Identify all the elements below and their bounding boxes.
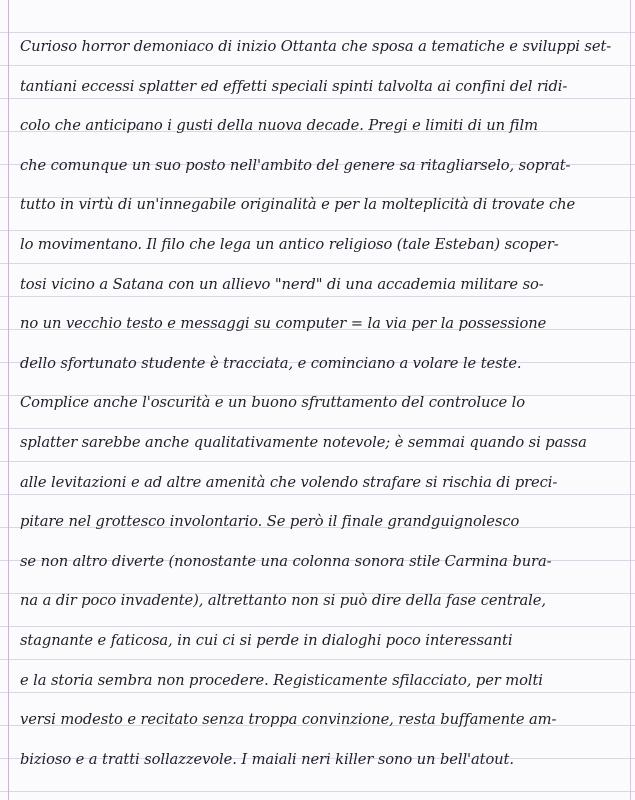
text-line: colo che anticipano i gusti della nuova decade. Pregi e limiti di un film — [20, 117, 538, 135]
text-line: versi modesto e recitato senza troppa convinzione, resta buffamente am- — [20, 711, 557, 729]
text-line: dello sfortunato studente è tracciata, e cominciano a volare le teste. — [20, 354, 522, 372]
text-line: Curioso horror demoniaco di inizio Ottanta che sposa a tematiche e sviluppi set- — [20, 38, 612, 55]
text-line: tutto in virtù di un'innegabile originalità e per la molteplicità di trovate che — [20, 196, 576, 214]
right-margin-line — [630, 0, 631, 800]
text-line: tantiani eccessi splatter ed effetti speciali spinti talvolta ai confini del ridi- — [20, 77, 568, 95]
text-line: Complice anche l'oscurità e un buono sfruttamento del controluce lo — [20, 394, 525, 412]
text-line: lo movimentano. Il filo che lega un antico religioso (tale Esteban) scoper- — [20, 235, 559, 253]
text-line: no un vecchio testo e messaggi su computer = la via per la possessione — [20, 315, 547, 333]
text-line: che comunque un suo posto nell'ambito del genere sa ritagliarselo, soprat- — [20, 156, 571, 174]
left-margin-line — [8, 0, 9, 800]
text-line: alle levitazioni e ad altre amenità che volendo strafare si rischia di preci- — [20, 473, 558, 491]
handwritten-review-text — [20, 34, 612, 786]
text-line: se non altro diverte (nonostante una colonna sonora stile Carmina bura- — [20, 552, 552, 570]
text-line: e la storia sembra non procedere. Registicamente sfilacciato, per molti — [20, 671, 543, 689]
text-line: pitare nel grottesco involontario. Se però il finale grandguignolesco — [20, 513, 520, 531]
text-line: bizioso e a tratti sollazzevole. I maiali neri killer sono un bell'atout. — [20, 750, 514, 768]
text-line: splatter sarebbe anche qualitativamente notevole; è semmai quando si passa — [20, 433, 587, 451]
text-line: tosi vicino a Satana con un allievo "nerd" di una accademia militare so- — [20, 275, 544, 293]
text-line: na a dir poco invadente), altrettanto non si può dire della fase centrale, — [20, 592, 546, 610]
text-line: stagnante e faticosa, in cui ci si perde in dialoghi poco interessanti — [20, 631, 513, 649]
